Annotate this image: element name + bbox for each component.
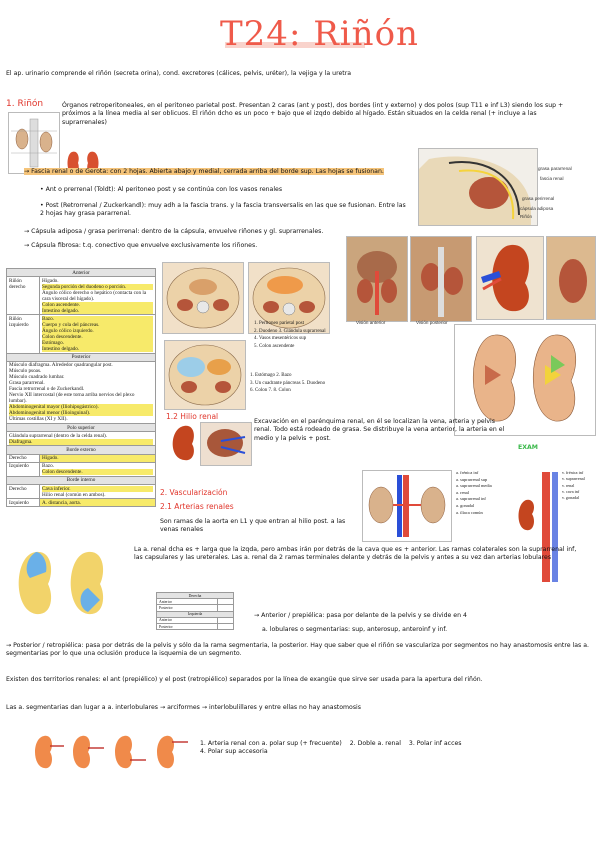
table-cell: Posterior: [157, 605, 218, 611]
list-item: 2. Doble a. renal: [349, 740, 401, 747]
table-header-borde-ext: Borde externo: [7, 446, 156, 454]
kidney-variants-svg: [30, 732, 190, 772]
arteries-p1: Son ramas de la aorta en L1 y que entran al hilio post. a las venas renales: [160, 518, 346, 534]
table-item: Glándula suprarrenal (dentro de la celda renal).: [9, 432, 108, 439]
table-cell-items: [7, 361, 156, 423]
fascia-ant-text: • Ant o prerrenal (Toldt): Al peritoneo post y se continúa con los vasos renales: [40, 186, 283, 193]
table-cell-side: Derecho: [7, 454, 40, 462]
kidney-variants-figure: [30, 732, 190, 772]
table-cell: Anterior: [157, 617, 218, 623]
table-cell-items: [40, 315, 156, 353]
page-title: T24: Riñón: [220, 14, 419, 54]
posterior-view-svg: [411, 237, 471, 321]
intro-text: El ap. urinario comprende el riñón (secreta orina), cond. excretores (cálices, pelvis, uréter), la vejiga y la uretra: [6, 70, 352, 77]
list-item: a. gonadal: [456, 503, 475, 509]
list-item: a. suprarrenal inf: [456, 496, 486, 502]
table-item: Últimas costillas (XI y XII).: [9, 416, 68, 423]
table-item: Colon ascendente.: [42, 302, 153, 308]
table-header-posterior: Posterior: [7, 353, 156, 361]
section-1-paragraph: Órganos retroperitoneales, en el peritoneo parietal post. Presentan 2 caras (ant y post), dos bordes (int y externo) y dos polos (sup T11 e inf L3) siendo los sup + próximos a la línea media al ser oblicuos. El riñón dcho es un poco + bajo que el izqdo debido al hígado. Están situados en la celda renal (+ incluye a las suprarrenales): [62, 102, 564, 126]
list-item: 2. Duodeno 3. Glándula suprarrenal: [254, 328, 326, 334]
section-21-heading: 2.1 Arterias renales: [160, 502, 234, 511]
anterior-artery-text-2: a. lobulares o segmentarias: sup, anterosup, anteroinf y inf.: [262, 626, 448, 633]
renal-vessels-figure: [362, 470, 452, 542]
spine-kidney-diagram: [9, 113, 59, 173]
list-item: a. suprarrenal sup: [456, 476, 488, 482]
kidney-position-figure: [8, 112, 60, 174]
fascia-label-2: fascia renal: [540, 176, 564, 181]
table-cell: Posterior: [157, 623, 218, 629]
aorta-labels: [456, 470, 536, 516]
list-item: a. ilíaca común: [456, 509, 483, 515]
list-item: 1. Peritoneo parietal post: [254, 321, 304, 326]
kidney-segments-svg: [8, 548, 118, 618]
table-item: Abdominogenital mayor (Iliohipogástrico).: [9, 404, 153, 410]
table-item: Músculo psoas.: [9, 368, 42, 375]
section-1-heading: 1. Riñón: [6, 99, 44, 109]
section-12-heading: 1.2 Hilio renal: [166, 412, 219, 421]
figure-caption-anterior: Visión anterior: [356, 320, 386, 325]
kidney-segments-figure: [8, 548, 118, 618]
vein-labels: [562, 470, 594, 501]
list-item: 5. Colon ascendente: [254, 343, 295, 349]
variants-list: [200, 740, 590, 757]
table-item: Bazo.: [42, 463, 54, 470]
table-cell-side: Izquierdo: [7, 499, 40, 507]
table-item: Estómago.: [42, 340, 153, 346]
table-item: Cuerpo y cola del páncreas.: [42, 322, 153, 328]
arteries-p2: La a. renal dcha es + larga que la izqda, pero ambas irán por detrás de la cava que es + anterior. Las ramas colaterales son la suprarrenal inf, las capsulares y las ureterales. Las a. renal da 2 ramas terminales delante y detrás de la pelvis y antes a su vez dan arterias lobulares: [134, 546, 577, 562]
table-row: [7, 432, 156, 446]
segments-table: [156, 592, 234, 630]
list-item: a. renal: [456, 489, 469, 495]
table-cell: [217, 623, 233, 629]
segmental-arteries-text: Las a. segmentarias dan lugar a a. interlobulares → arciformes → interlobulillares y entre ellas no hay anastomosis: [6, 704, 361, 711]
fascia-label-1: grasa pararrenal: [538, 166, 572, 171]
table-cell-items: A. distancia, aorta.: [40, 499, 156, 507]
table-item: Hígado.: [42, 277, 59, 284]
table-item: Intestino delgado.: [42, 308, 153, 314]
lateral-view-svg: [547, 237, 595, 319]
fascia-label-5: Riñón: [520, 214, 533, 219]
table-row: [7, 462, 156, 476]
fascia-post-text: • Post (Retrorrenal / Zuckerkandl): muy adh a la fascia trans. y la fascia transversalis en las que se fusionan. Entre las 2 hojas hay grasa pararrenal.: [40, 202, 406, 218]
list-item: 1. Arteria renal con a. polar sup (+ frecuente): [200, 740, 342, 747]
table-item: Hilio renal (común en ambos).: [42, 491, 106, 498]
table-cell-side: Izquierdo: [7, 462, 40, 476]
list-item: 3. Polar inf acces: [408, 740, 462, 747]
fascia-renal-text: [24, 168, 414, 176]
list-item: v. cava inf: [562, 488, 580, 494]
table-item: Diafragma.: [9, 439, 153, 445]
list-item: v. frénica inf: [562, 470, 584, 475]
table-cell-items: [7, 432, 156, 446]
list-item: a. suprarrenal media: [456, 483, 492, 489]
table-item: Bazo.: [42, 316, 153, 322]
table-cell-side: Riñón izquierdo: [7, 315, 40, 353]
segments-small-table: [156, 592, 234, 630]
cross-section-figure-3: [164, 340, 246, 410]
table-header-borde-int: Borde interno: [7, 476, 156, 484]
table-row: [157, 623, 234, 629]
table-cell-side: Riñón derecho: [7, 277, 40, 315]
list-item: 4. Vasos mesentéricos sup: [254, 336, 307, 341]
fascia-label-3: grasa perirrenal: [522, 196, 555, 201]
table-header: Izquierda: [157, 611, 234, 617]
exam-tag: EXAM: [518, 444, 538, 451]
anterior-view-svg: [347, 237, 407, 321]
table-item: Ángulo cólico derecho o hepático (contacta con la cara visceral del hígado).: [42, 289, 147, 302]
hilum-kidney-icon: [166, 424, 200, 464]
figure-caption-posterior: Visión posterior: [416, 320, 448, 325]
table-item: Colon descendente.: [42, 469, 153, 475]
table-cell-side: Derecho: [7, 485, 40, 499]
table-item: Cava inferior.: [42, 486, 153, 492]
list-item: 6. Colon 7. 8. Colon: [250, 388, 291, 393]
table-item: Músculo diafragma. Alrededor quadrangular post.: [9, 362, 113, 369]
table-item: Ángulo cólico izquierdo.: [42, 328, 153, 334]
section-2-heading: 2. Vascularización: [160, 488, 228, 497]
anterior-artery-text: → Anterior / prepiélica: pasa por delante de la pelvis y se divide en 4: [254, 612, 467, 619]
kidney-3d-figure: [476, 236, 544, 320]
table-item: Colon descendente.: [42, 334, 153, 340]
cross-section-svg-3: [165, 341, 245, 409]
aorta-figure: [456, 470, 594, 588]
table-header: Derecha: [157, 593, 234, 599]
abdominal-lateral-view: [546, 236, 596, 320]
numbered-list-1: [254, 320, 374, 350]
fascia-label-4: cápsula adiposa: [520, 206, 554, 211]
list-item: 1. Estómago 2. Bazo: [250, 373, 292, 378]
list-item: v. gonadal: [562, 495, 580, 501]
territories-text: Existen dos territorios renales: el ant (prepiélico) y el post (retropiélico) separados por la línea de exangüe que sirve ser usada para la apertura del riñón.: [6, 676, 483, 683]
section-12-text: Excavación en el parénquima renal, en él se localizan la vena, arteria y pelvis renal. Todo está rodeado de grasa. Se distribuye la vena anterior, la arteria en el medio y la pelvis + post.: [254, 418, 505, 442]
relations-table: [6, 268, 156, 507]
table-item: Nervio XII intercostal (de este torna arriba nervios del plexo lumbar).: [9, 392, 135, 405]
table-item: Grasa pararrenal.: [9, 380, 45, 387]
table-cell-items: [40, 462, 156, 476]
table-item: Segunda porción del duodeno o porción.: [42, 284, 153, 290]
table-row: [7, 361, 156, 423]
table-cell: Anterior: [157, 599, 218, 605]
capsula-fibrosa-text: → Cápsula fibrosa: t.q. conectivo que envuelve exclusivamente los riñones.: [24, 242, 258, 249]
table-row: [7, 499, 156, 507]
table-header-anterior: Anterior: [7, 269, 156, 277]
relations-table-grid: [6, 268, 156, 507]
hilum-photo: [200, 422, 252, 466]
list-item: v. suprarrenal: [562, 476, 585, 482]
table-cell-items: [40, 485, 156, 499]
cross-section-svg-1: [163, 263, 243, 333]
table-item: Abdominogenital menor (Ilioinguinal).: [9, 410, 153, 416]
table-row: [7, 315, 156, 353]
table-item: Intestino delgado.: [42, 346, 153, 352]
table-cell-items: Hígado.: [40, 454, 156, 462]
renal-vessels-svg: [363, 471, 451, 541]
list-item: 4. Polar sup accesoria: [200, 748, 268, 756]
list-item: 3. Un cuadrante páncreas 5. Duodeno: [250, 380, 326, 386]
table-row: [7, 277, 156, 315]
list-item: a. frénica inf: [456, 470, 479, 475]
table-item: Músculo cuadrado lumbar.: [9, 374, 65, 381]
posterior-artery-text: → Posterior / retropiélica: pasa por detrás de la pelvis y sólo da la rama segmentaria, la posterior. Hay que saber que el riñón se vasculariza por segmentos no hay anastomosis entre las a. segmentarias por lo que una oclusión produce la isquemia de un segmento.: [6, 642, 589, 658]
list-item: v. renal: [562, 482, 575, 488]
cross-section-figure-1: [162, 262, 244, 334]
table-row: [7, 454, 156, 462]
table-row: [7, 485, 156, 499]
capsula-adiposa-text: → Cápsula adiposa / grasa perirrenal: dentro de la cápsula, envuelve riñones y gl. suprarrenales.: [24, 228, 324, 235]
hilum-photo-svg: [201, 423, 251, 465]
table-cell-items: [40, 277, 156, 315]
table-header-polo-sup: Polo superior: [7, 423, 156, 431]
abdominal-posterior-view: [410, 236, 472, 322]
abdominal-anterior-view: [346, 236, 408, 322]
numbered-list-2: [250, 372, 380, 395]
kidney-3d-svg: [477, 237, 543, 319]
table-item: Fascia retrorrenal o de Zuckerkandl.: [9, 386, 85, 393]
fascia-renal-label: → Fascia renal o de Gerota: con 2 hojas. Abierta abajo y medial, cerrada arriba del borde sup. Las hojas se fusionan.: [24, 168, 384, 175]
